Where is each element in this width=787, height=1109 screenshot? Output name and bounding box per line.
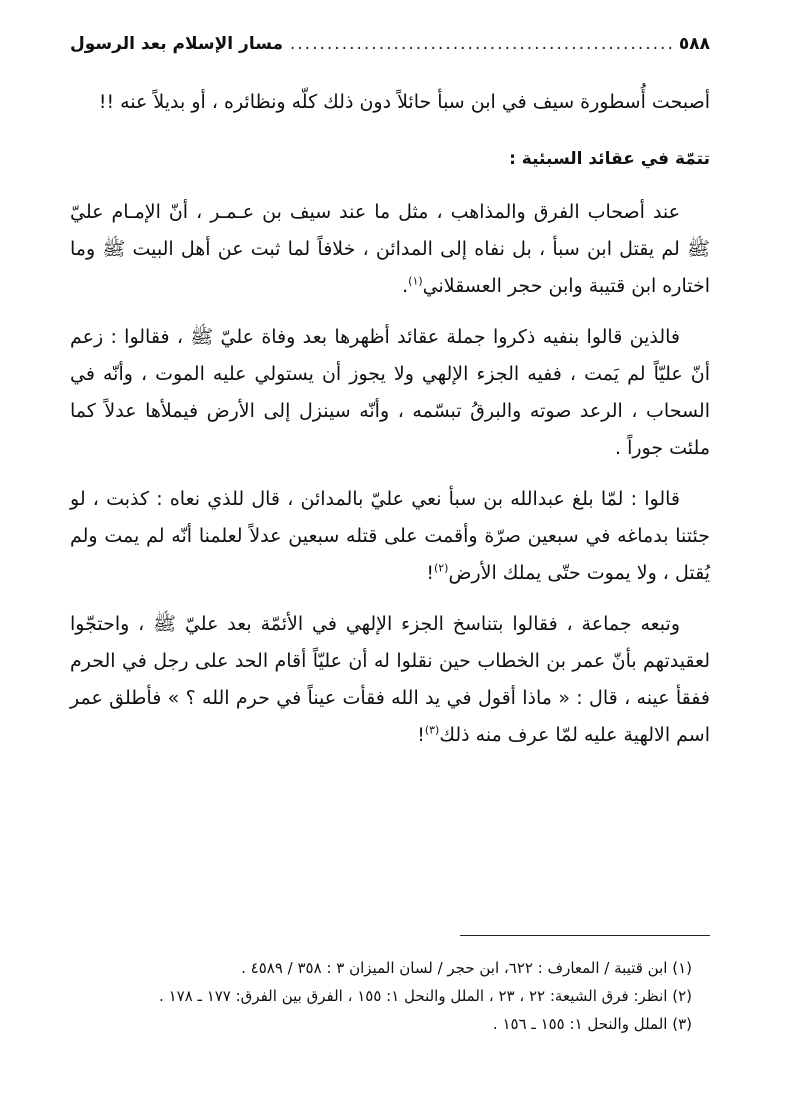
- dotted-leader: [287, 34, 675, 54]
- paragraph-1: [70, 194, 710, 305]
- paragraph-4-end: !: [417, 724, 425, 746]
- footnote-ref-3: (٣): [424, 723, 440, 737]
- page-body: [70, 84, 710, 768]
- footnote-ref-2: (٢): [433, 561, 449, 575]
- page-number: ٥٨٨: [678, 34, 710, 54]
- running-header: [70, 34, 710, 58]
- paragraph-3-text: قالوا : لمّا بلغ عبدالله بن سبأ نعي عليّ بالمدائن ، قال للذي نعاه : كذبت ، لو جئتنا بدماغه في سبعين صرّة وأقمت على قتله سبعين عدلاً لعلمنا أنّه لم يمت ولم يُقتل ، ولا يموت حتّى يملك الأرض: [70, 488, 710, 584]
- paragraph-4-text: وتبعه جماعة ، فقالوا بتناسخ الجزء الإلهي في الأئمّة بعد عليّ ﷺ ، واحتجّوا لعقيدتهم بأنّ عمر بن الخطاب حين نقلوا له أن عليّاً أقام الحد على رجل في الحرم ففقأ عينه ، قال : « ماذا أقول في يد الله فقأت عيناً في حرم الله ؟ » فأطلق عمر اسم الالهية عليه لمّا عرف منه ذلك: [70, 613, 710, 746]
- footnote-ref-1: (١): [408, 274, 423, 288]
- paragraph-3-end: !: [426, 562, 434, 584]
- paragraph-2: فالذين قالوا بنفيه ذكروا جملة عقائد أظهرها بعد وفاة عليّ ﷺ ، فقالوا : زعم أنّ عليّاً لم يَمت ، ففيه الجزء الإلهي ولا يجوز أن يستولي عليه الموت ، وأنّه في السحاب ، الرعد صوته والبرقُ تبسّمه ، وأنّه سينزل إلى الأرض فيملأها عدلاً كما ملئت جوراً .: [70, 326, 710, 459]
- paragraph-4: [70, 606, 710, 754]
- footnotes: [70, 954, 710, 1038]
- footnote-item: (٣) الملل والنحل ١: ١٥٥ ـ ١٥٦ .: [492, 1015, 692, 1033]
- running-title: مسار الإسلام بعد الرسول: [70, 34, 284, 54]
- footnote-separator: [460, 935, 710, 936]
- footnote-item: (١) ابن قتيبة / المعارف : ٦٢٢، ابن حجر / لسان الميزان ٣ : ٣٥٨ / ٤٥٨٩ .: [241, 959, 692, 977]
- section-subtitle: تتمّة في عقائد السبئية :: [509, 149, 710, 169]
- opening-paragraph: أصبحت أُسطورة سيف في ابن سبأ حائلاً دون ذلك كلّه ونظائره ، أو بديلاً عنه !!: [98, 91, 710, 113]
- paragraph-1-end: .: [402, 275, 409, 297]
- paragraph-3: [70, 481, 710, 592]
- book-page: [70, 0, 710, 1109]
- footnote-item: (٢) انظر: فرق الشيعة: ٢٢ ، ٢٣ ، الملل والنحل ١: ١٥٥ ، الفرق بين الفرق: ١٧٧ ـ ١٧٨ .: [159, 987, 692, 1005]
- paragraph-1-text: عند أصحاب الفرق والمذاهب ، مثل ما عند سيف بن عـمـر ، أنّ الإمـام عليّ ﷺ لم يقتل ابن سبأ ، بل نفاه إلى المدائن ، خلافاً لما ثبت عن أهل البيت ﷺ وما اختاره ابن قتيبة وابن حجر العسقلاني: [70, 201, 710, 297]
